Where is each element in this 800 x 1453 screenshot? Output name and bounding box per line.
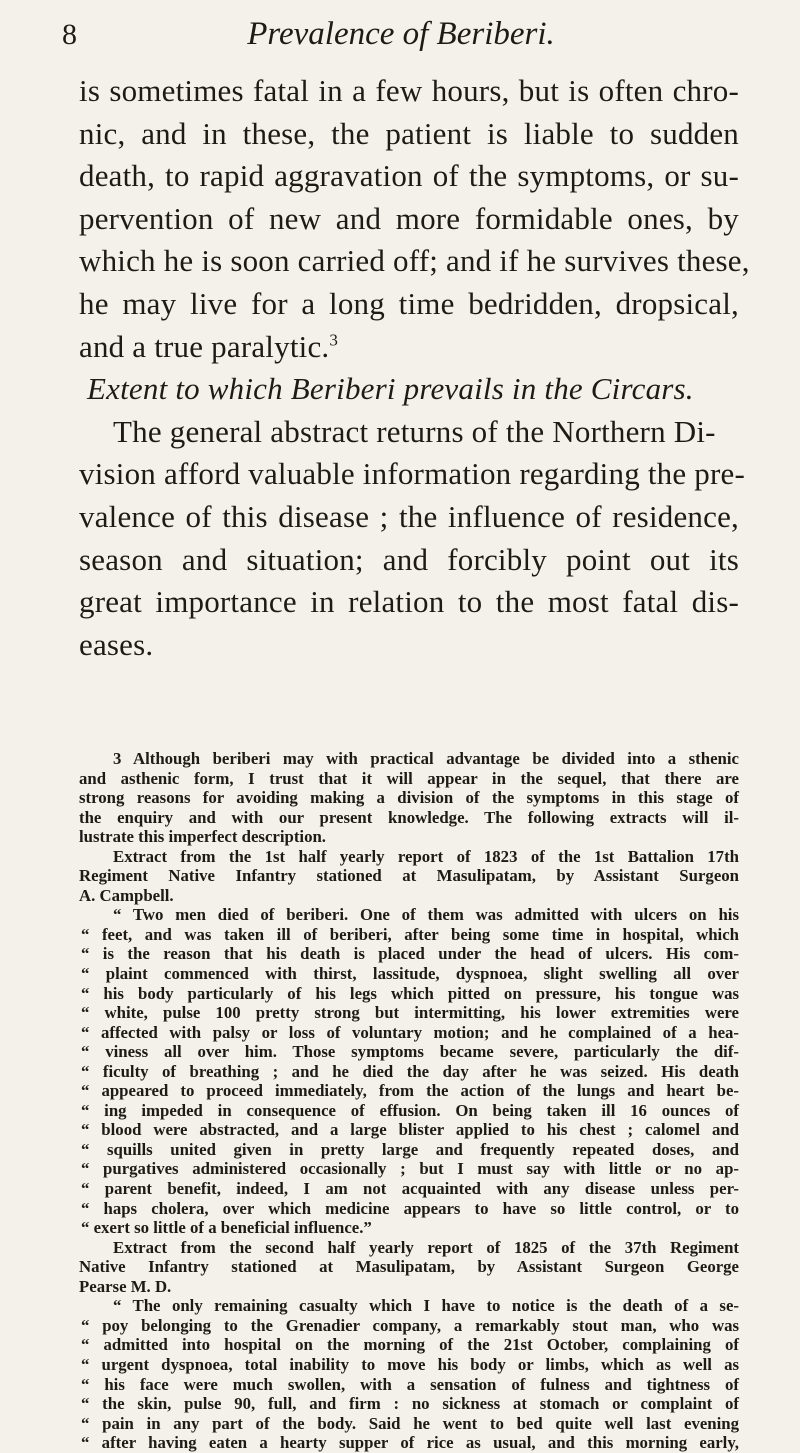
footnote-line: Regiment Native Infantry stationed at Masulipatam, by Assistant Surgeon [79, 866, 739, 886]
footnote-line: lustrate this imperfect description. [79, 827, 327, 847]
text-line: which he is soon carried off; and if he survives these, [79, 243, 750, 279]
quoted-line: “ affected with palsy or loss of voluntary motion; and he complained of a hea- [81, 1022, 739, 1042]
quoted-line: “ blood were abstracted, and a large blister applied to his chest ; calomel and [81, 1120, 739, 1140]
quoted-line: “ plaint commenced with thirst, lassitude, dyspnoea, slight swelling all over [81, 964, 739, 984]
quoted-line: “ The only remaining casualty which I have to notice is the death of a se- [113, 1296, 739, 1316]
footnote-line: the enquiry and with our present knowledge. The following extracts will il- [79, 807, 739, 827]
text-line: The general abstract returns of the Northern Di- [113, 413, 716, 449]
running-head: Prevalence of Beriberi. [247, 16, 555, 52]
footnote [79, 749, 739, 1453]
quoted-line: “ purgatives administered occasionally ; but I must say with little or no ap- [81, 1159, 739, 1179]
quoted-line: “ exert so little of a beneficial influence.” [81, 1218, 372, 1238]
quoted-line: “ haps cholera, over which medicine appears to have so little control, or to [81, 1198, 739, 1218]
quoted-line: “ his face were much swollen, with a sensation of fulness and tightness of [81, 1374, 739, 1394]
text-line: season and situation; and forcibly point out its [79, 541, 739, 577]
quoted-line: “ the skin, pulse 90, full, and firm : no sickness at stomach or complaint of [81, 1394, 739, 1414]
quoted-line: “ after having eaten a hearty supper of rice as usual, and this morning early, [81, 1433, 739, 1453]
quoted-line: “ admitted into hospital on the morning of the 21st October, complaining of [81, 1335, 739, 1355]
quoted-line: “ poy belonging to the Grenadier company, a remarkably stout man, who was [81, 1315, 739, 1335]
text-line-content: and a true paralytic. [79, 328, 330, 364]
quoted-line: “ ficulty of breathing ; and he died the day after he was seized. His death [81, 1061, 739, 1081]
quoted-line: “ is the reason that his death is placed under the head of ulcers. His com- [81, 944, 739, 964]
text-line: great importance in relation to the most fatal dis- [79, 584, 739, 620]
page-number: 8 [62, 18, 77, 51]
text-line: is sometimes fatal in a few hours, but is often chro- [79, 73, 739, 108]
quoted-line: “ squills united given in pretty large and frequently repeated doses, and [81, 1139, 739, 1159]
body-text [79, 70, 750, 666]
quoted-line: “ feet, and was taken ill of beriberi, after being some time in hospital, which [81, 924, 739, 944]
quoted-line: “ urgent dyspnoea, total inability to move his body or limbs, which as well as [81, 1354, 739, 1374]
quoted-line: “ ing impeded in consequence of effusion. On being taken ill 16 ounces of [81, 1100, 739, 1120]
section-heading: Extent to which Beriberi prevails in the Circars. [87, 371, 694, 407]
footnote-line: strong reasons for avoiding making a division of the symptoms in this stage of [79, 788, 739, 808]
footnote-line: 3 Although beriberi may with practical advantage be divided into a sthenic [113, 749, 739, 768]
footnote-line: Extract from the second half yearly report of 1825 of the 37th Regiment [113, 1237, 739, 1257]
footnote-marker: 3 [329, 330, 339, 350]
footnote-line: A. Campbell. [79, 885, 174, 905]
text-line: pervention of new and more formidable ones, by [79, 200, 739, 236]
text-line: he may live for a long time bedridden, dropsical, [79, 285, 739, 321]
quoted-line: “ appeared to proceed immediately, from the action of the lungs and heart be- [81, 1081, 739, 1101]
quoted-line: “ his body particularly of his legs which pitted on pressure, his tongue was [81, 983, 739, 1003]
quoted-line: “ viness all over him. Those symptoms became severe, particularly the dif- [81, 1042, 739, 1062]
quoted-line: “ pain in any part of the body. Said he went to bed quite well last evening [81, 1413, 739, 1433]
quoted-line: “ parent benefit, indeed, I am not acquainted with any disease unless per- [81, 1179, 739, 1199]
text-line: nic, and in these, the patient is liable to sudden [79, 115, 739, 151]
text-line: eases. [79, 626, 154, 662]
text-line: vision afford valuable information regarding the pre- [79, 456, 745, 492]
quoted-line: “ Two men died of beriberi. One of them was admitted with ulcers on his [113, 905, 739, 925]
footnote-line: and asthenic form, I trust that it will appear in the sequel, that there are [79, 768, 739, 788]
text-line: death, to rapid aggravation of the symptoms, or su- [79, 158, 739, 194]
page-header [62, 10, 740, 54]
text-line [79, 326, 739, 369]
text-line: valence of this disease ; the influence of residence, [79, 498, 739, 534]
footnote-line: Extract from the 1st half yearly report of 1823 of the 1st Battalion 17th [113, 846, 739, 866]
footnote-line: Native Infantry stationed at Masulipatam, by Assistant Surgeon George [79, 1257, 739, 1277]
quoted-line: “ white, pulse 100 pretty strong but intermitting, his lower extremities were [81, 1003, 739, 1023]
footnote-line: Pearse M. D. [79, 1276, 172, 1296]
